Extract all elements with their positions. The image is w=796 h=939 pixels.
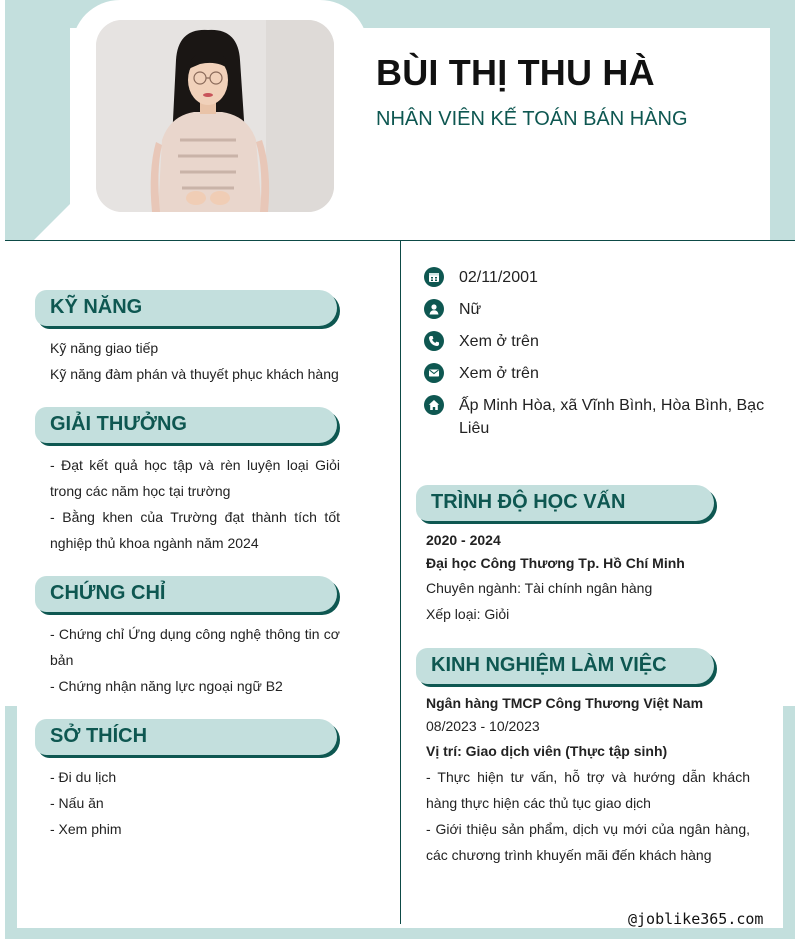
list-item: Kỹ năng đàm phán và thuyết phục khách hàng (50, 366, 339, 382)
info-birthdate (424, 266, 779, 289)
awards-list (50, 452, 340, 556)
hobbies-title: SỞ THÍCH (35, 719, 337, 755)
profile-photo (96, 20, 334, 212)
experience-period: 08/2023 - 10/2023 (426, 718, 540, 734)
list-item: - Đạt kết quả học tập và rèn luyện loại Giỏi trong các năm học tại trường (50, 457, 340, 499)
list-item: Kỹ năng giao tiếp (50, 340, 159, 356)
info-email (424, 362, 779, 385)
experience-title: KINH NGHIỆM LÀM VIỆC (416, 648, 714, 684)
list-item: - Giới thiệu sản phẩm, dịch vụ mới của ngân hàng, các chương trình khuyến mãi đến khách hàng (426, 821, 750, 863)
info-gender (424, 298, 779, 321)
job-title: NHÂN VIÊN KẾ TOÁN BÁN HÀNG (376, 108, 688, 130)
education-rank: Xếp loại: Giỏi (426, 606, 510, 622)
experience-details (426, 692, 750, 868)
side-border-right (783, 706, 795, 939)
education-period: 2020 - 2024 (426, 532, 501, 548)
certificates-title: CHỨNG CHỈ (35, 576, 337, 612)
education-details (426, 529, 750, 627)
phone-text: Xem ở trên (459, 333, 539, 350)
experience-company: Ngân hàng TMCP Công Thương Việt Nam (426, 695, 704, 711)
skills-title: KỸ NĂNG (35, 290, 337, 326)
side-border-left (5, 706, 17, 939)
bottom-border (5, 928, 795, 939)
list-item: - Nấu ăn (50, 795, 104, 811)
education-major: Chuyên ngành: Tài chính ngân hàng (426, 580, 653, 596)
calendar-icon (424, 267, 444, 287)
info-phone (424, 330, 779, 353)
list-item: - Đi du lịch (50, 769, 117, 785)
list-item: - Chứng chỉ Ứng dụng công nghệ thông tin cơ bản (50, 626, 340, 668)
home-icon (424, 395, 444, 415)
watermark: @joblike365.com (628, 910, 764, 928)
candidate-name: BÙI THỊ THU HÀ (376, 52, 655, 93)
awards-title: GIẢI THƯỞNG (35, 407, 337, 443)
list-item: - Bằng khen của Trường đạt thành tích tốt nghiệp thủ khoa ngành năm 2024 (50, 509, 340, 551)
photo-frame-corner (34, 198, 76, 240)
address-text: Ấp Minh Hòa, xã Vĩnh Bình, Hòa Bình, Bạc Liêu (459, 397, 765, 437)
list-item: - Xem phim (50, 821, 122, 837)
hobbies-list (50, 764, 340, 842)
email-icon (424, 363, 444, 383)
education-school: Đại học Công Thương Tp. Hồ Chí Minh (426, 555, 685, 571)
gender-text: Nữ (459, 301, 482, 318)
info-address (424, 394, 779, 440)
vertical-divider (400, 241, 401, 924)
skills-list (50, 335, 340, 387)
person-icon (424, 299, 444, 319)
phone-icon (424, 331, 444, 351)
email-text: Xem ở trên (459, 365, 539, 382)
profile-photo-illustration (96, 20, 334, 212)
experience-position: Vị trí: Giao dịch viên (Thực tập sinh) (426, 743, 668, 759)
birthdate-text: 02/11/2001 (459, 269, 538, 286)
certificates-list (50, 621, 340, 699)
list-item: - Chứng nhận năng lực ngoại ngữ B2 (50, 678, 283, 694)
education-title: TRÌNH ĐỘ HỌC VẤN (416, 485, 714, 521)
list-item: - Thực hiện tư vấn, hỗ trợ và hướng dẫn khách hàng thực hiện các thủ tục giao dịch (426, 769, 750, 811)
